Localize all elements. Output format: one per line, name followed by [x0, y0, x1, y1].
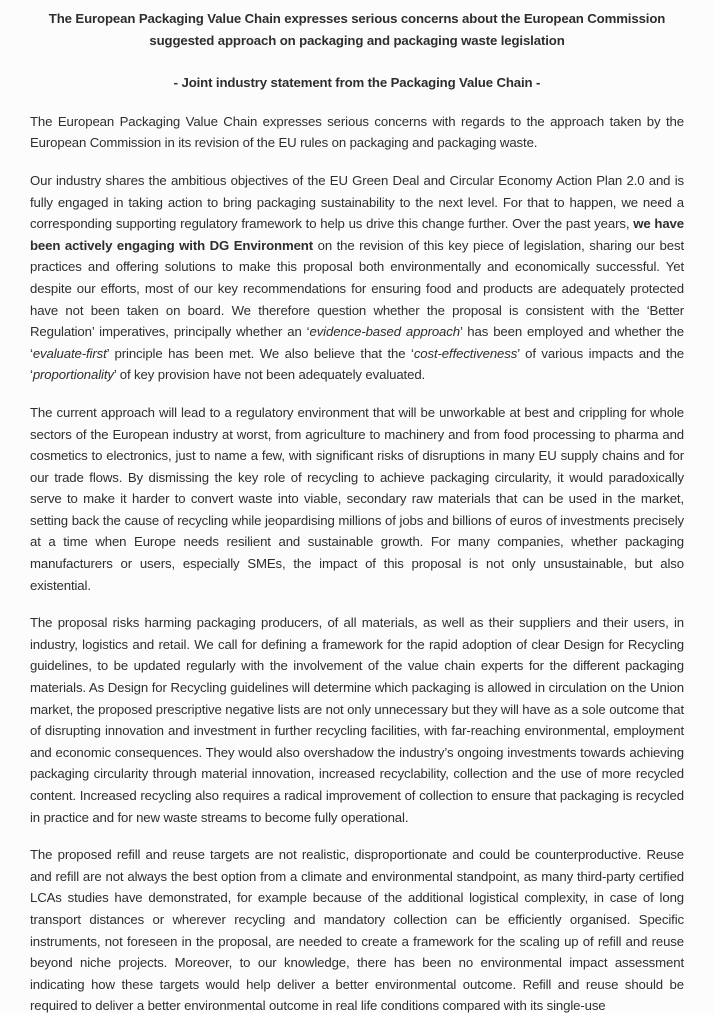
text-run-italic: evaluate-first: [32, 345, 107, 361]
text-run-normal: The proposal risks harming packaging producers, of all materials, as well as their suppliers and their users, in industry, logistics and retail. We call for defining a framework for the rapid adoption of clear Design for Recycling guidelines, to be updated regularly with the involvement of the value chain experts for the different packaging materials. As Design for Recycling guidelines will determine which packaging is allowed in circulation on the Union market, the proposed prescriptive negative lists are not only unnecessary but they will have as a sole outcome that of disrupting innovation and investment in further recycling facilities, with far-reaching environmental, employment and economic consequences. They would also overshadow the industry’s ongoing investments towards achieving packaging circularity through material innovation, increased recyclability, collection and the use of more recycled content. Increased recycling also requires a radical improvement of collection to ensure that packaging is recycled in practice and for new waste streams to become fully operational.: [30, 615, 684, 825]
paragraph: [30, 612, 684, 828]
document-body: [30, 111, 684, 1013]
text-run-normal: The current approach will lead to a regulatory environment that will be unworkable at best and crippling for whole sectors of the European industry at worst, from agriculture to machinery and from food processing to pharma and cosmetics to electronics, just to name a few, with significant risks of disruptions in many EU supply chains and for our trade flows. By dismissing the key role of recycling to achieve packaging circularity, it would paradoxically serve to make it harder to convert waste into viable, secondary raw materials that can be used in the market, setting back the cause of recycling while jeopardising millions of jobs and billions of euros of investments precisely at a time when Europe needs resilient and sustainable growth. For many companies, whether packaging manufacturers or users, especially SMEs, the impact of this proposal is not only unsustainable, but also existential.: [30, 404, 684, 593]
text-run-normal: The proposed refill and reuse targets are not realistic, disproportionate and could be counterproductive. Reuse and refill are not always the best option from a climate and environmental standpoint, as many third-party certified LCAs studies have demonstrated, for example because of the additional logistical complexity, in case of long transport distances or wherever recycling and mandatory collection can be efficiently organised. Specific instruments, not foreseen in the proposal, are needed to create a framework for the scaling up of refill and reuse beyond niche projects. Moreover, to our knowledge, there has been no environmental impact assessment indicating how these targets would help deliver a better environmental outcome. Refill and reuse should be required to deliver a better environmental outcome in real life conditions compared with its single-use: [30, 847, 684, 1013]
text-run-normal: ’ of various impacts and the ‘: [30, 345, 684, 383]
document-subtitle: - Joint industry statement from the Packaging Value Chain -: [173, 75, 541, 91]
text-run-italic: cost-effectiveness: [413, 345, 518, 361]
text-run-bold: we have been actively engaging with DG Environment: [30, 216, 684, 253]
text-run-normal: on the revision of this key piece of legislation, sharing our best practices and offering solutions to make this proposal both environmentally and economically successful. Yet despite our efforts, most of our key recommendations for ensuring food and products are adequately protected have not been taken on board. We therefore question whether the proposal is consistent with the ‘Better Regulation’ imperatives, principally whether an ‘: [30, 237, 684, 340]
document-title-line-1: The European Packaging Value Chain expresses serious concerns about the European Commission: [48, 11, 666, 26]
document-title-line-2: suggested approach on packaging and packaging waste legislation: [149, 32, 565, 48]
text-run-normal: ’ principle has been met. We also believe that the ‘: [106, 345, 414, 361]
text-run-normal: ’ of key provision have not been adequately evaluated.: [113, 367, 426, 383]
text-run-normal: ’ has been employed and whether the ‘: [30, 324, 684, 361]
text-run-italic: evidence-based approach: [309, 324, 460, 340]
text-run-normal: Our industry shares the ambitious objectives of the EU Green Deal and Circular Economy Action Plan 2.0 and is fully engaged in taking action to bring packaging sustainability to the next level. For that to happen, we need a corresponding supporting regulatory framework to help us drive this change further. Over the past years,: [30, 172, 684, 232]
paragraph: [30, 844, 684, 1013]
text-run-italic: proportionality: [32, 367, 114, 383]
paragraph: [30, 170, 684, 386]
paragraph: [30, 111, 684, 154]
text-run-normal: The European Packaging Value Chain expresses serious concerns with regards to the approach taken by the European Commission in its revision of the EU rules on packaging and packaging waste.: [30, 113, 684, 151]
paragraph: [30, 402, 684, 596]
